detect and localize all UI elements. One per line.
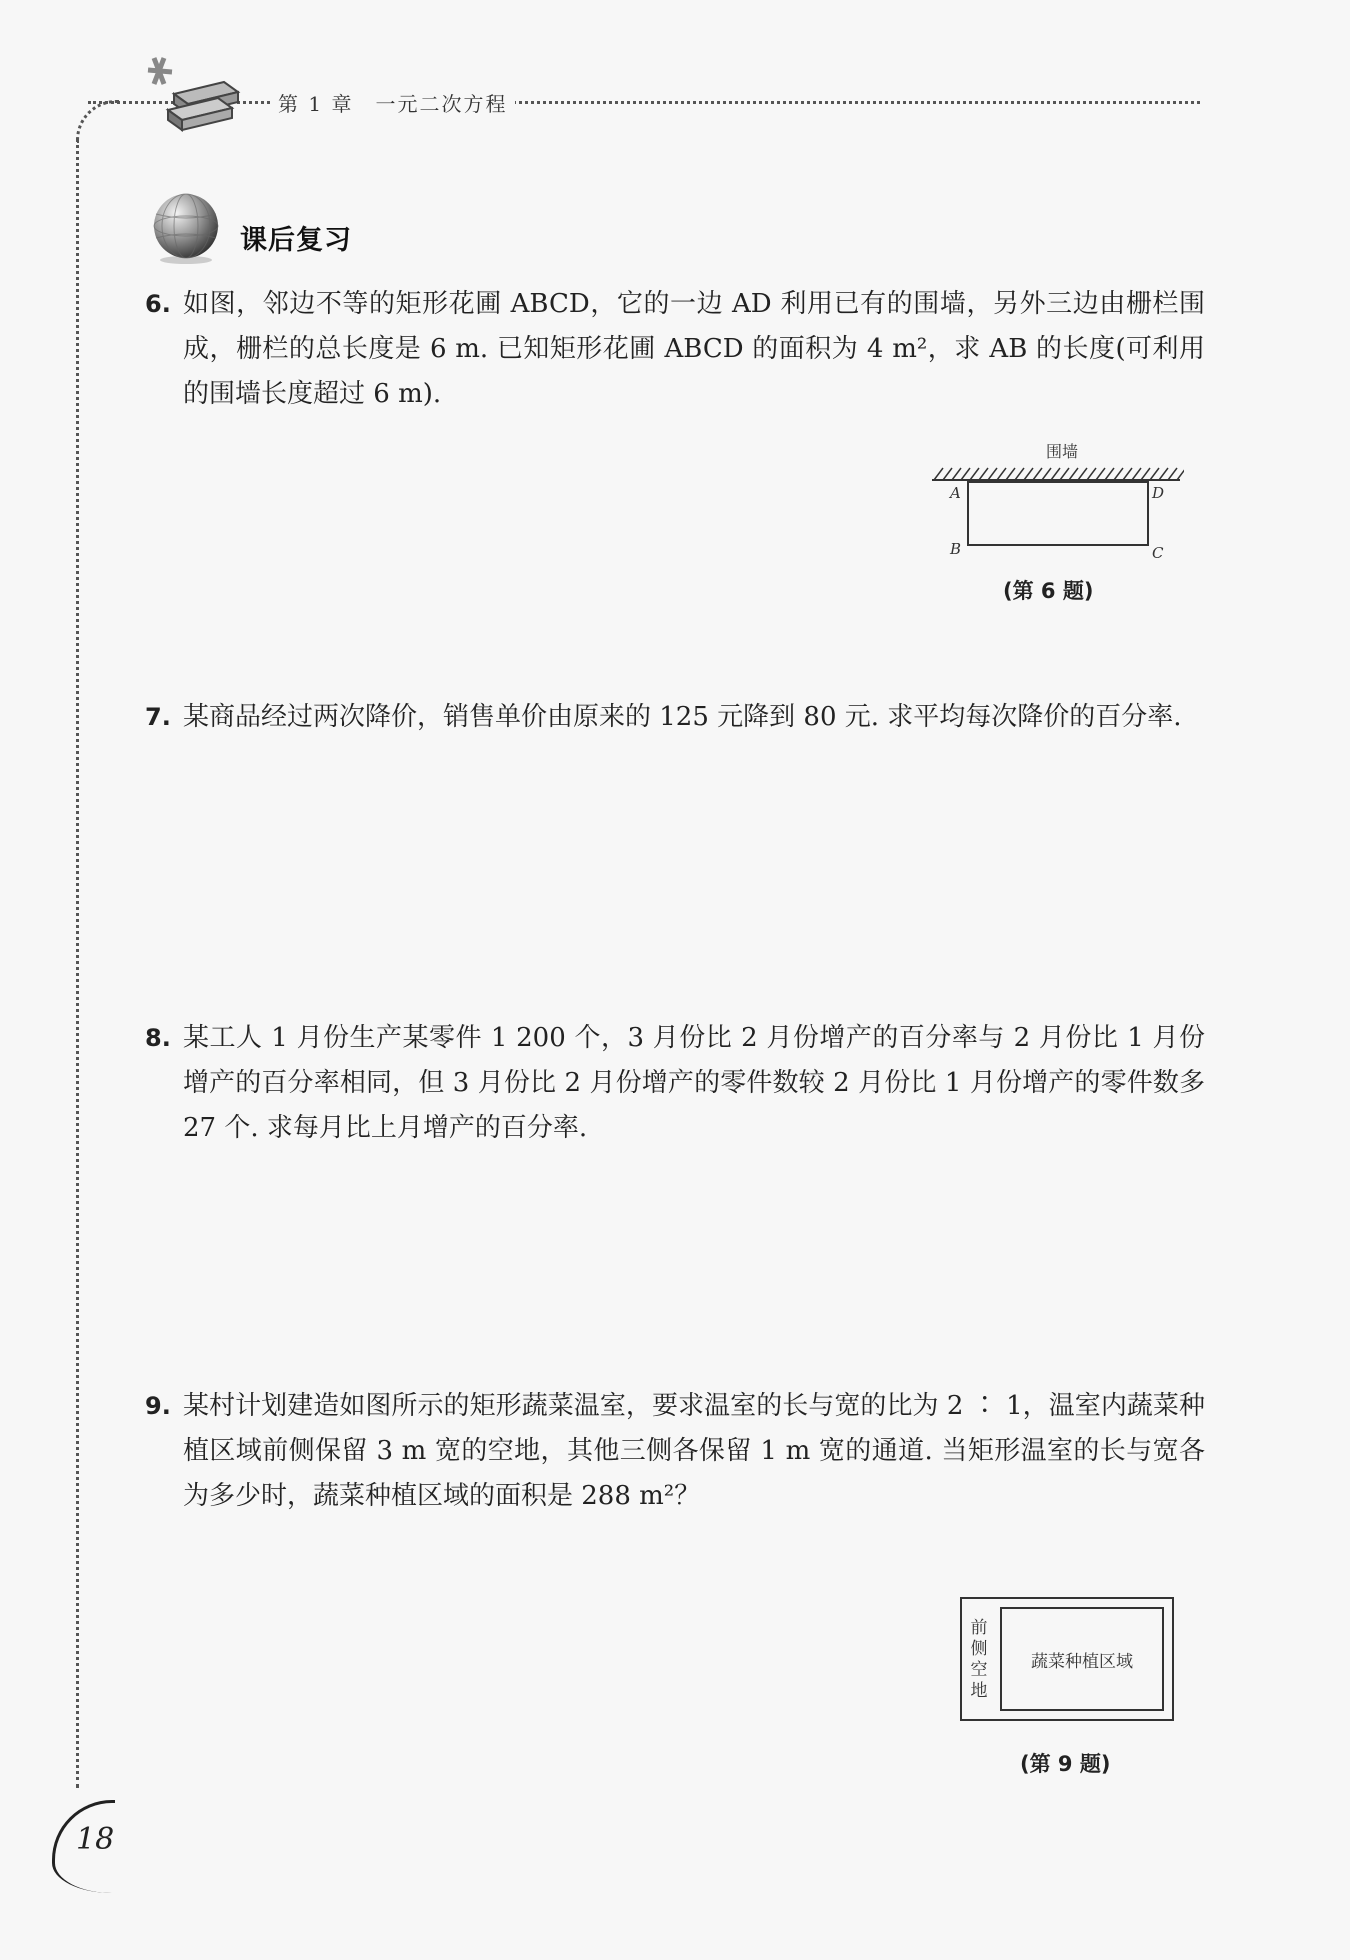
wall-hatch-line [1105,468,1114,480]
wall-hatch-line [1024,468,1033,480]
point-c-label: C [1152,544,1164,562]
wall-hatch-line [1096,468,1105,480]
wall-hatch-line [1132,468,1141,480]
figure-6-diagram [924,440,1184,570]
problem-9 [145,1384,1205,1519]
wall-hatch-line [979,468,988,480]
wall-hatch-line [961,468,970,480]
wall-label: 围墙 [1046,442,1079,461]
wall-hatch-line [1123,468,1132,480]
problem-text: 如图，邻边不等的矩形花圃 ABCD，它的一边 AD 利用已有的围墙，另外三边由栅栏围成，栅栏的总长度是 6 m. 已知矩形花圃 ABCD 的面积为 4 m²，求 AB 的长度(可利用的围墙长度超过 6 m). [183,289,1205,409]
section-title: 课后复习 [240,225,352,256]
chapter-title: 一元二次方程 [375,92,508,116]
problem-text: 某商品经过两次降价，销售单价由原来的 125 元降到 80 元. 求平均每次降价的百分率. [183,702,1182,732]
wall-hatch-line [988,468,997,480]
margin-dotted-rule [76,138,79,1788]
wall-hatch-line [943,468,952,480]
wall-hatch-line [997,468,1006,480]
point-d-label: D [1152,484,1165,502]
header-dotted-rule [88,101,1200,104]
wall-hatch-line [1087,468,1096,480]
problem-number: 6. [145,290,171,318]
problem-text: 某工人 1 月份生产某零件 1 200 个，3 月份比 2 月份增产的百分率与 2 月份比 1 月份增产的百分率相同，但 3 月份比 2 月份增产的零件数较 2 月份比 1 月份增产的零件数多 27 个. 求每月比上月增产的百分率. [183,1023,1205,1143]
wall-hatch-line [1114,468,1123,480]
wall-hatch-line [1177,468,1184,480]
wall-hatch-line [1015,468,1024,480]
wall-hatch-line [1141,468,1150,480]
wall-hatch-line [1060,468,1069,480]
wall-hatch-line [970,468,979,480]
wall-hatch-line [1069,468,1078,480]
wall-hatch-line [1150,468,1159,480]
chapter-number: 第 1 章 [278,92,354,116]
header-curve-decoration [76,100,119,143]
front-space-label: 前侧空地 [970,1618,988,1701]
wall-hatch-line [1078,468,1087,480]
wall-hatch-line [1159,468,1168,480]
sphere-icon [148,190,224,266]
problem-number: 8. [145,1024,171,1052]
point-b-label: B [950,540,962,558]
problem-7 [145,695,1205,740]
planting-area-label: 蔬菜种植区域 [1031,1651,1133,1672]
problem-number: 9. [145,1392,171,1420]
problem-6 [145,282,1205,417]
wall-hatch-line [934,468,943,480]
planting-area [1000,1607,1164,1711]
page-number: 18 [76,1822,115,1857]
figure-9-caption: (第 9 题) [1020,1752,1111,1776]
wall-hatch-line [952,468,961,480]
point-a-label: A [950,484,961,502]
problem-number: 7. [145,703,171,731]
books-logo-icon [134,54,244,140]
wall-hatch-line [1168,468,1177,480]
wall-hatch-line [1051,468,1060,480]
wall-hatch-line [1033,468,1042,480]
wall-hatch-line [1006,468,1015,480]
figure-6-caption: (第 6 题) [1003,579,1094,603]
chapter-header [272,88,515,117]
problem-text: 某村计划建造如图所示的矩形蔬菜温室，要求温室的长与宽的比为 2 ∶ 1，温室内蔬菜种植区域前侧保留 3 m 宽的空地，其他三侧各保留 1 m 宽的通道. 当矩形温室的长与宽各为多少时，蔬菜种植区域的面积是 288 m²？ [183,1391,1205,1511]
problem-8 [145,1016,1205,1151]
wall-hatch-line [1042,468,1051,480]
